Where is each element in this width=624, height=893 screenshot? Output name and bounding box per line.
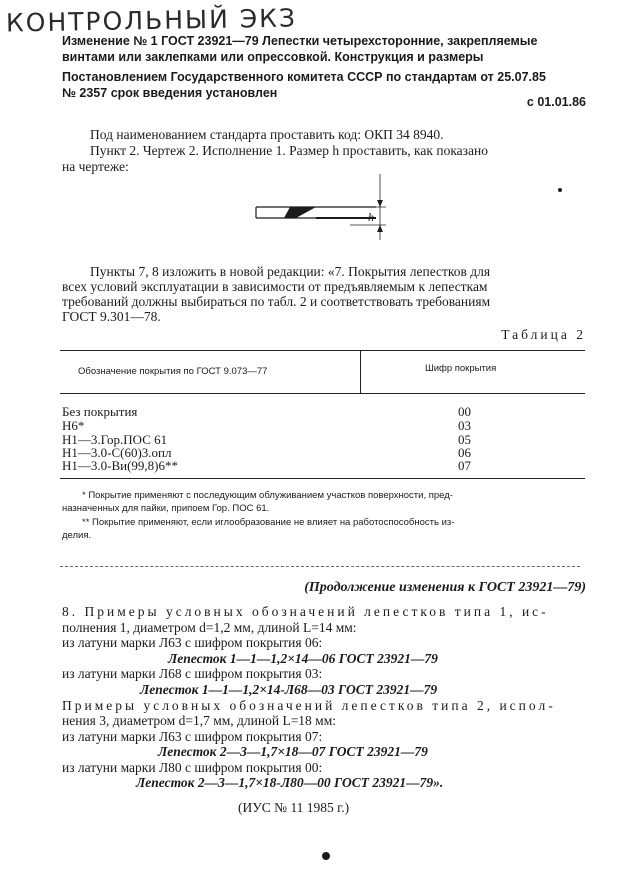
table-row-code: 05 — [458, 432, 471, 447]
table-col1-header: Обозначение покрытия по ГОСТ 9.073—77 — [78, 366, 268, 377]
examples-paragraph-line1: 8. Примеры условных обозначений лепестков типа 1, ис- — [62, 604, 549, 619]
table-row-code: 03 — [458, 418, 471, 433]
table-row-code: 00 — [458, 404, 471, 419]
dimension-drawing — [250, 170, 400, 250]
dimension-label: h — [368, 210, 374, 224]
table-header-rule — [60, 393, 585, 394]
header-line-2: винтами или заклепками или опрессовкой. Конструкция и размеры — [62, 50, 484, 64]
section-divider — [60, 566, 580, 567]
examples-paragraph-line3: из латуни марки Л63 с шифром покрытия 06: — [62, 635, 323, 650]
examples-paragraph-line2: полнения 1, диаметром d=1,2 мм, длиной L=14 мм: — [62, 620, 357, 635]
table-row-designation: Н6* — [62, 418, 85, 433]
item7-paragraph-line2: всех условий эксплуатации в зависимости от предъявляемым к лепесткам — [62, 279, 488, 294]
examples-type2-line1: Примеры условных обозначений лепестков типа 2, испол- — [62, 698, 556, 713]
examples-type2-line4: из латуни марки Л80 с шифром покрытия 00: — [62, 760, 323, 775]
designation-example-2: Лепесток 1—1—1,2×14-Л68—03 ГОСТ 23921—79 — [140, 682, 438, 697]
examples-type2-line2: нения 3, диаметром d=1,7 мм, длиной L=18 мм: — [62, 713, 337, 728]
item2-paragraph-line2: на чертеже: — [62, 159, 129, 174]
item7-paragraph-line4: ГОСТ 9.301—78. — [62, 309, 161, 324]
table-header-divider — [360, 350, 361, 393]
table-row-designation: Н1—3.Гор.ПОС 61 — [62, 432, 168, 447]
table-footnote1-line2: назначенных для пайки, припоем Гор. ПОС 61. — [62, 503, 270, 514]
table-row-designation: Н1—3.0-Ви(99,8)6** — [62, 458, 179, 473]
table-footnote2-line2: делия. — [62, 530, 92, 541]
table-col2-header: Шифр покрытия — [425, 363, 497, 374]
examples-paragraph-line4: из латуни марки Л68 с шифром покрытия 03: — [62, 666, 323, 681]
bottom-dot — [322, 852, 330, 860]
examples-type2-line3: из латуни марки Л63 с шифром покрытия 07: — [62, 729, 323, 744]
item7-paragraph-line1: Пункты 7, 8 изложить в новой редакции: «7. Покрытия лепестков для — [90, 264, 491, 279]
okp-code-paragraph: Под наименованием стандарта проставить код: ОКП 34 8940. — [90, 127, 444, 142]
designation-example-1: Лепесток 1—1—1,2×14—06 ГОСТ 23921—79 — [168, 651, 438, 666]
table-row-code: 07 — [458, 458, 471, 473]
designation-example-4: Лепесток 2—3—1,7×18-Л80—00 ГОСТ 23921—79». — [136, 775, 444, 790]
table-bottom-rule — [60, 478, 585, 479]
stray-mark — [558, 188, 562, 192]
table-footnote1-line1: * Покрытие применяют с последующим облуживанием участков поверхности, пред- — [82, 490, 453, 501]
table-row-designation: Н1—3.0-С(60)3.опл — [62, 445, 172, 460]
item2-paragraph-line1: Пункт 2. Чертеж 2. Исполнение 1. Размер h проставить, как показано — [90, 143, 488, 158]
continuation-heading: (Продолжение изменения к ГОСТ 23921—79) — [304, 580, 586, 595]
header-line-4: № 2357 срок введения установлен — [62, 86, 278, 100]
header-effective-date: с 01.01.86 — [526, 95, 586, 109]
designation-example-3: Лепесток 2—3—1,7×18—07 ГОСТ 23921—79 — [158, 744, 428, 759]
item7-paragraph-line3: требований должны выбираться по табл. 2 и соответствовать требованиям — [62, 294, 491, 309]
header-line-1: Изменение № 1 ГОСТ 23921—79 Лепестки четырехсторонние, закрепляемые — [62, 34, 538, 48]
table-row-code: 06 — [458, 445, 471, 460]
header-line-3: Постановлением Государственного комитета СССР по стандартам от 25.07.85 — [62, 70, 546, 84]
table-caption: Таблица 2 — [501, 327, 586, 342]
table-row-designation: Без покрытия — [62, 404, 138, 419]
table-footnote2-line1: ** Покрытие применяют, если иглообразование не влияет на работоспособность из- — [82, 517, 455, 528]
table-top-rule — [60, 350, 585, 351]
handwritten-annotation: КОНТРОЛЬНЫЙ ЭКЗ — [5, 3, 298, 38]
ius-reference: (ИУС № 11 1985 г.) — [238, 800, 350, 815]
